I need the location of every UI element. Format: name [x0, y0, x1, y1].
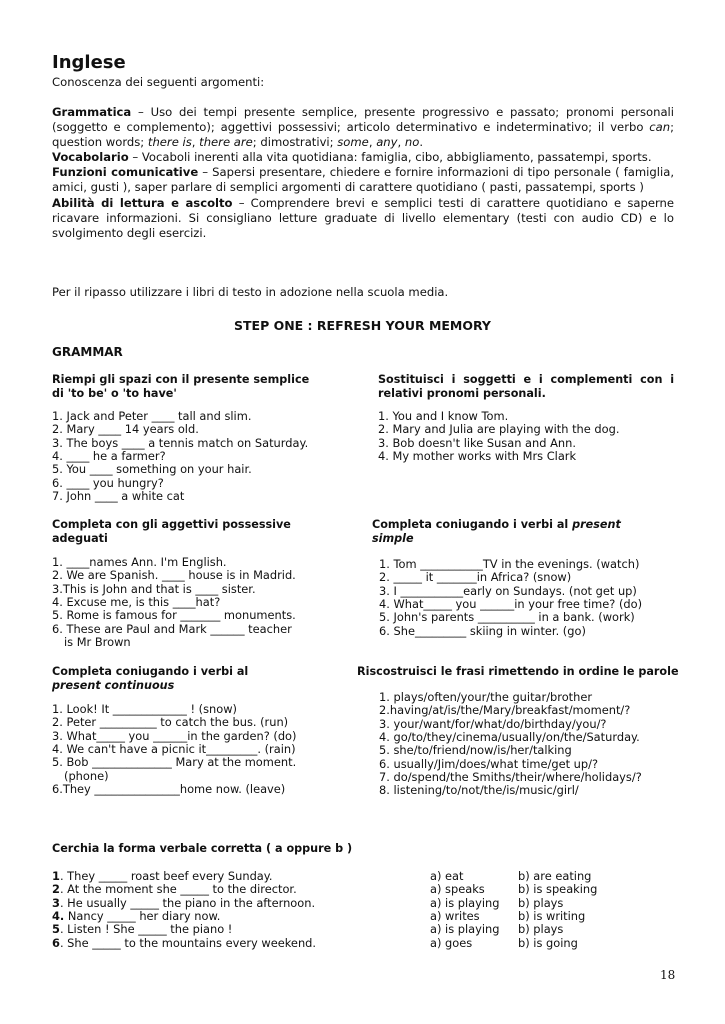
- list-item: 3.This is John and that is ____ sister.: [52, 581, 256, 596]
- grammatica-text-2: ; question words;: [52, 120, 674, 150]
- item-text: . He usually _____ the piano in the afternoon.: [59, 895, 316, 910]
- list-item: 6. ____ you hungry?: [52, 475, 164, 490]
- option-a: a) is playing: [430, 922, 500, 937]
- option-a: a) writes: [430, 909, 480, 924]
- list-item: 4. We can't have a picnic it_________. (rain): [52, 742, 296, 757]
- ex6-title-line-1: Riscostruisci le frasi rimettendo in ordine le parole: [357, 665, 679, 678]
- option-row: [430, 923, 630, 936]
- option-row: [430, 870, 630, 883]
- grammatica-paragraph: [52, 105, 674, 241]
- option-a: a) is playing: [430, 895, 500, 910]
- list-item: 5. Rome is famous for _______ monuments.: [52, 608, 296, 623]
- list-item: [52, 910, 316, 923]
- item-text: . They _____ roast beef every Sunday.: [59, 869, 273, 883]
- grammatica-text-5: ,: [368, 135, 377, 150]
- list-item: 5. Bob ______________ Mary at the moment.: [52, 755, 297, 770]
- list-item: 3. The boys ____ a tennis match on Saturday.: [52, 435, 309, 450]
- list-item: is Mr Brown: [64, 635, 131, 650]
- list-item: 1. Jack and Peter ____ tall and slim.: [52, 409, 252, 423]
- no-word: no: [404, 135, 420, 150]
- list-item: 2. Peter __________ to catch the bus. (run): [52, 715, 289, 730]
- funzioni-label: Funzioni comunicative: [52, 165, 199, 180]
- grammatica-label: Grammatica: [52, 105, 132, 119]
- list-item: 1. You and I know Tom.: [378, 409, 509, 423]
- option-b: b) plays: [518, 922, 564, 937]
- funzioni-paragraph: [52, 165, 674, 195]
- ex5-title-line-2: present continuous: [52, 678, 175, 692]
- ex2-title: [378, 373, 675, 401]
- list-item: 3. Bob doesn't like Susan and Ann.: [378, 435, 576, 450]
- list-item: 5. You ____ something on your hair.: [52, 462, 252, 477]
- ex4-list: [379, 558, 642, 638]
- ex3-list: [52, 556, 296, 649]
- grammatica-text-7: .: [419, 135, 424, 150]
- list-item: 1. Tom ___________TV in the evenings. (watch): [379, 557, 640, 571]
- list-item: 4. What_____ you ______in your free time? (do): [379, 597, 643, 612]
- list-item: [52, 897, 316, 910]
- grammatica-text-6: ,: [397, 135, 405, 150]
- list-item: 4. ____ he a farmer?: [52, 449, 166, 464]
- some-word: some: [337, 135, 369, 150]
- list-item: (phone): [64, 768, 109, 783]
- any-word: any: [376, 135, 398, 150]
- ex1-title: [52, 373, 309, 401]
- list-item: 6. These are Paul and Mark ______ teacher: [52, 621, 292, 636]
- ripasso-line: Per il ripasso utilizzare i libri di testo in adozione nella scuola media.: [52, 285, 449, 299]
- list-item: 1. Look! It _____________ ! (snow): [52, 702, 237, 716]
- vocabolario-label: Vocabolario: [52, 150, 129, 165]
- ex2-title-line-2: relativi pronomi personali.: [378, 386, 546, 400]
- abilita-paragraph: [52, 196, 674, 241]
- ex3-title-line-2: adeguati: [52, 531, 108, 545]
- list-item: 5. she/to/friend/now/is/her/talking: [379, 743, 572, 758]
- list-item: 4. Excuse me, is this ____hat?: [52, 595, 221, 610]
- ex4-title-em-1: present: [572, 518, 621, 531]
- list-item: 4. My mother works with Mrs Clark: [378, 449, 577, 464]
- ex1-list: [52, 410, 308, 503]
- list-item: [52, 870, 316, 883]
- item-text: . Listen ! She _____ the piano !: [59, 922, 233, 937]
- document-title: Inglese: [52, 52, 126, 73]
- list-item: 1. plays/often/your/the guitar/brother: [379, 690, 593, 704]
- ex6-title: [357, 665, 679, 679]
- item-text: . At the moment she _____ to the director.: [59, 882, 297, 897]
- option-b: b) is writing: [518, 909, 586, 924]
- ex4-title-line-1: Completa coniugando i verbi al: [372, 518, 573, 531]
- ex2-list: [378, 410, 619, 463]
- ex7-title-line-1: Cerchia la forma verbale corretta ( a oppure b ): [52, 842, 353, 855]
- intro-block: [52, 75, 674, 90]
- option-a: a) speaks: [430, 882, 485, 897]
- item-text: . She _____ to the mountains every weekend.: [59, 935, 317, 950]
- item-number: 2: [52, 882, 60, 897]
- ex1-title-line-2: di 'to be' o 'to have': [52, 386, 177, 400]
- option-b: b) plays: [518, 895, 564, 910]
- list-item: 2.having/at/is/the/Mary/breakfast/moment/?: [379, 703, 631, 718]
- item-text: Nancy _____ her diary now.: [64, 909, 221, 924]
- there-is-word: there is: [147, 135, 192, 150]
- ex7-list: [52, 870, 316, 950]
- grammatica-text-4: ; dimostrativi;: [252, 135, 338, 150]
- option-row: [430, 937, 630, 950]
- list-item: [52, 923, 316, 936]
- option-a: a) eat: [430, 869, 464, 883]
- option-row: [430, 897, 630, 910]
- list-item: 1. ____names Ann. I'm English.: [52, 555, 227, 569]
- vocabolario-paragraph: [52, 150, 674, 165]
- funzioni-text: – Sapersi presentare, chiedere e fornire informazioni di tipo personale ( famiglia, amici, gusti ), saper parlare di semplici argomenti di carattere quotidiano ( pasti, passatempi, sports ): [52, 165, 674, 195]
- list-item: [52, 883, 316, 896]
- ex3-title: [52, 518, 291, 546]
- ex2-title-line-1: Sostituisci i soggetti e i complementi con i: [378, 373, 675, 386]
- ex7-options: [430, 870, 630, 950]
- list-item: 7. do/spend/the Smiths/their/where/holidays/?: [379, 770, 642, 785]
- grammar-heading: GRAMMAR: [52, 345, 123, 359]
- list-item: 2. _____ it _______in Africa? (snow): [379, 570, 572, 585]
- can-word: can: [649, 120, 671, 135]
- step-title: STEP ONE : REFRESH YOUR MEMORY: [234, 318, 491, 333]
- option-row: [430, 883, 630, 896]
- option-row: [430, 910, 630, 923]
- item-number: 3: [52, 895, 60, 910]
- item-number: 1: [52, 869, 60, 883]
- ex5-list: [52, 703, 296, 796]
- list-item: 8. listening/to/not/the/is/music/girl/: [379, 783, 579, 798]
- list-item: 6. She_________ skiing in winter. (go): [379, 623, 586, 638]
- item-number: 5: [52, 922, 60, 937]
- list-item: 3. your/want/for/what/do/birthday/you/?: [379, 716, 607, 731]
- ex5-title-line-1: Completa coniugando i verbi al: [52, 665, 249, 678]
- grammatica-text-3: ,: [191, 135, 200, 150]
- ex5-title: [52, 665, 248, 693]
- ex1-title-line-1: Riempi gli spazi con il presente semplice: [52, 373, 310, 386]
- list-item: 2. We are Spanish. ____ house is in Madrid.: [52, 568, 296, 583]
- ex6-list: [379, 691, 642, 798]
- vocabolario-text: – Vocaboli inerenti alla vita quotidiana: famiglia, cibo, abbigliamento, passatempi, sports.: [128, 150, 652, 165]
- option-b: b) are eating: [518, 869, 592, 883]
- list-item: 2. Mary ____ 14 years old.: [52, 422, 199, 437]
- ex4-title: [372, 518, 621, 546]
- ex4-title-line-2: simple: [372, 531, 414, 545]
- grammatica-text: – Uso dei tempi presente semplice, presente progressivo e passato; pronomi personali (soggetto e complemento); aggettivi possessivi; articolo determinativo e indeterminativo; il verbo: [52, 105, 674, 135]
- abilita-label: Abilità di lettura e ascolto: [52, 195, 233, 210]
- list-item: 4. go/to/they/cinema/usually/on/the/Saturday.: [379, 730, 640, 745]
- ex3-title-line-1: Completa con gli aggettivi possessive: [52, 518, 291, 531]
- list-item: 6. usually/Jim/does/what time/get up/?: [379, 756, 599, 771]
- option-b: b) is speaking: [518, 882, 598, 897]
- ex7-title: [52, 842, 352, 856]
- item-number: 4.: [52, 909, 65, 924]
- option-a: a) goes: [430, 935, 473, 950]
- list-item: [52, 937, 316, 950]
- list-item: 3. What_____ you ______in the garden? (do): [52, 728, 297, 743]
- list-item: 2. Mary and Julia are playing with the dog.: [378, 422, 620, 437]
- list-item: 6.They _______________home now. (leave): [52, 782, 286, 797]
- there-are-word: there are: [199, 135, 253, 150]
- abilita-text: – Comprendere brevi e semplici testi di carattere quotidiano e saperne ricavare informazioni. Si consigliano letture graduate di livello elementary (testi con audio CD) e lo svolgimento degli esercizi.: [52, 195, 674, 240]
- option-b: b) is going: [518, 935, 578, 950]
- list-item: 3. I ___________early on Sundays. (not get up): [379, 583, 637, 598]
- page-number: 18: [660, 968, 676, 982]
- list-item: 7. John ____ a white cat: [52, 489, 185, 504]
- list-item: 5. John's parents __________ in a bank. (work): [379, 610, 635, 625]
- intro-line: Conoscenza dei seguenti argomenti:: [52, 75, 265, 89]
- item-number: 6: [52, 935, 60, 950]
